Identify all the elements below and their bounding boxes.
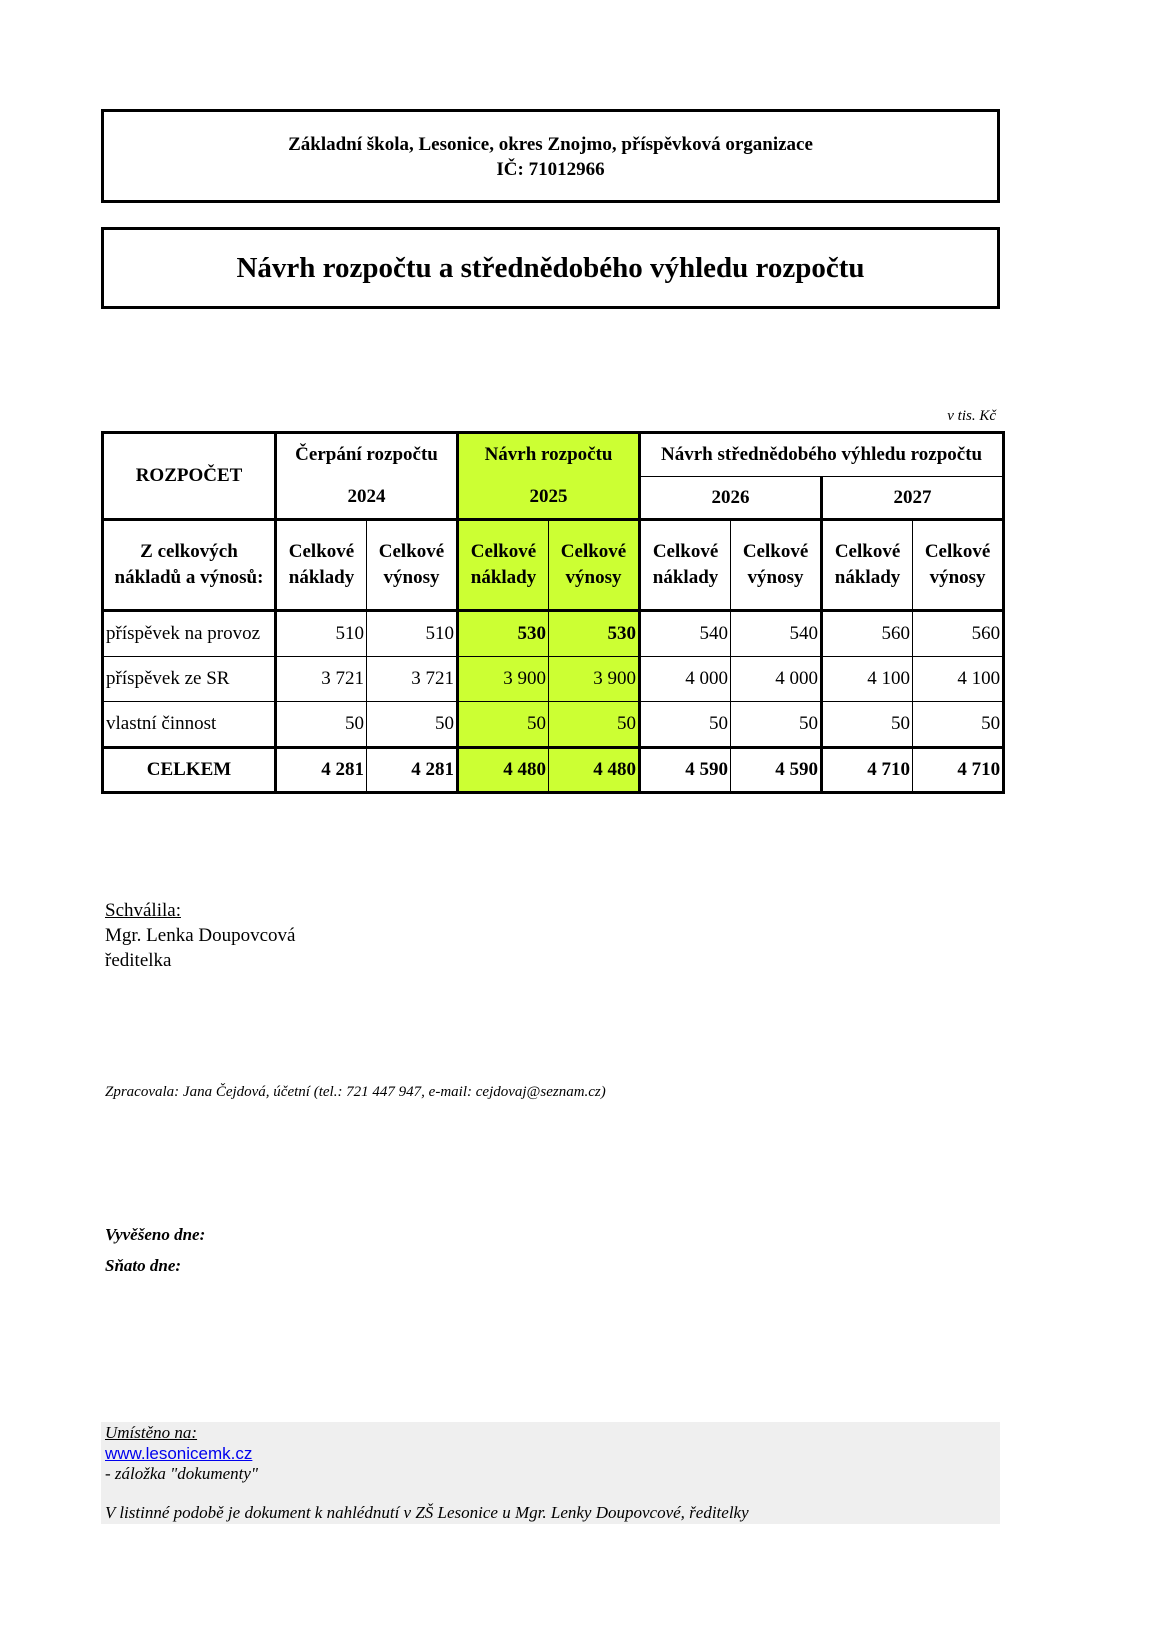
group-header-proposal: Návrh rozpočtu [458,433,640,477]
total-cell: 4 590 [731,748,822,793]
table-row [103,611,1004,657]
document-title: Návrh rozpočtu a střednědobého výhledu rozpočtu [101,227,1000,309]
col-label: Celkové výnosy [913,520,1004,611]
col-label: Celkové náklady [458,520,549,611]
row-label: příspěvek na provoz [103,611,276,657]
column-label-row [103,520,1004,611]
total-cell: 4 710 [822,748,913,793]
table-cell: 3 721 [276,657,367,702]
table-cell: 3 721 [367,657,458,702]
table-cell: 50 [549,702,640,748]
total-cell: 4 480 [549,748,640,793]
group-header-outlook: Návrh střednědobého výhledu rozpočtu [640,433,1004,477]
approver-name: Mgr. Lenka Doupovcová [105,925,296,946]
placement-heading: Umístěno na: [105,1423,198,1442]
year-2027: 2027 [822,477,1004,520]
col-label: Celkové výnosy [367,520,458,611]
col-label: Celkové výnosy [549,520,640,611]
row-label: příspěvek ze SR [103,657,276,702]
organization-name: Základní škola, Lesonice, okres Znojmo, příspěvková organizace [288,134,813,155]
table-row [103,657,1004,702]
placement-block [101,1422,1000,1524]
year-2024: 2024 [276,477,458,520]
unit-note: v tis. Kč [947,408,996,424]
table-cell: 50 [640,702,731,748]
approval-block [105,898,295,973]
year-2026: 2026 [640,477,822,520]
removed-date-label: Sňato dne: [105,1256,182,1275]
table-cell: 4 000 [731,657,822,702]
col-label: Celkové náklady [822,520,913,611]
table-cell: 560 [913,611,1004,657]
group-header-execution: Čerpání rozpočtu [276,433,458,477]
table-cell: 3 900 [458,657,549,702]
total-cell: 4 281 [276,748,367,793]
col-label: Celkové náklady [276,520,367,611]
table-cell: 4 000 [640,657,731,702]
col-label: Celkové náklady [640,520,731,611]
row-header-label: Z celkových nákladů a výnosů: [103,520,276,611]
paper-note: V listinné podobě je dokument k nahlédnutí v ZŠ Lesonice u Mgr. Lenky Doupovcové, ředitelky [105,1503,749,1522]
table-cell: 530 [458,611,549,657]
total-row [103,748,1004,793]
table-cell: 510 [367,611,458,657]
total-cell: 4 281 [367,748,458,793]
approval-heading: Schválila: [105,900,181,921]
budget-table [101,431,1005,794]
table-cell: 50 [731,702,822,748]
organization-header [101,109,1000,203]
table-cell: 4 100 [913,657,1004,702]
total-label: CELKEM [103,748,276,793]
table-row [103,702,1004,748]
tab-note: - záložka "dokumenty" [105,1464,259,1483]
table-cell: 510 [276,611,367,657]
posted-date-label: Vyvěšeno dne: [105,1225,206,1244]
table-cell: 530 [549,611,640,657]
table-cell: 4 100 [822,657,913,702]
approver-role: ředitelka [105,950,172,971]
table-cell: 560 [822,611,913,657]
col-label: Celkové výnosy [731,520,822,611]
total-cell: 4 710 [913,748,1004,793]
corner-label: ROZPOČET [103,433,276,520]
group-header-row [103,433,1004,477]
table-cell: 540 [640,611,731,657]
table-cell: 50 [367,702,458,748]
year-2025: 2025 [458,477,640,520]
table-cell: 50 [276,702,367,748]
posting-block [105,1219,205,1281]
total-cell: 4 590 [640,748,731,793]
prepared-by: Zpracovala: Jana Čejdová, účetní (tel.: 721 447 947, e-mail: cejdovaj@seznam.cz) [105,1084,606,1100]
row-label: vlastní činnost [103,702,276,748]
table-cell: 50 [822,702,913,748]
table-cell: 50 [458,702,549,748]
total-cell: 4 480 [458,748,549,793]
table-cell: 540 [731,611,822,657]
table-cell: 3 900 [549,657,640,702]
website-link[interactable]: www.lesonicemk.cz [105,1444,253,1463]
table-cell: 50 [913,702,1004,748]
organization-id: IČ: 71012966 [496,159,605,180]
